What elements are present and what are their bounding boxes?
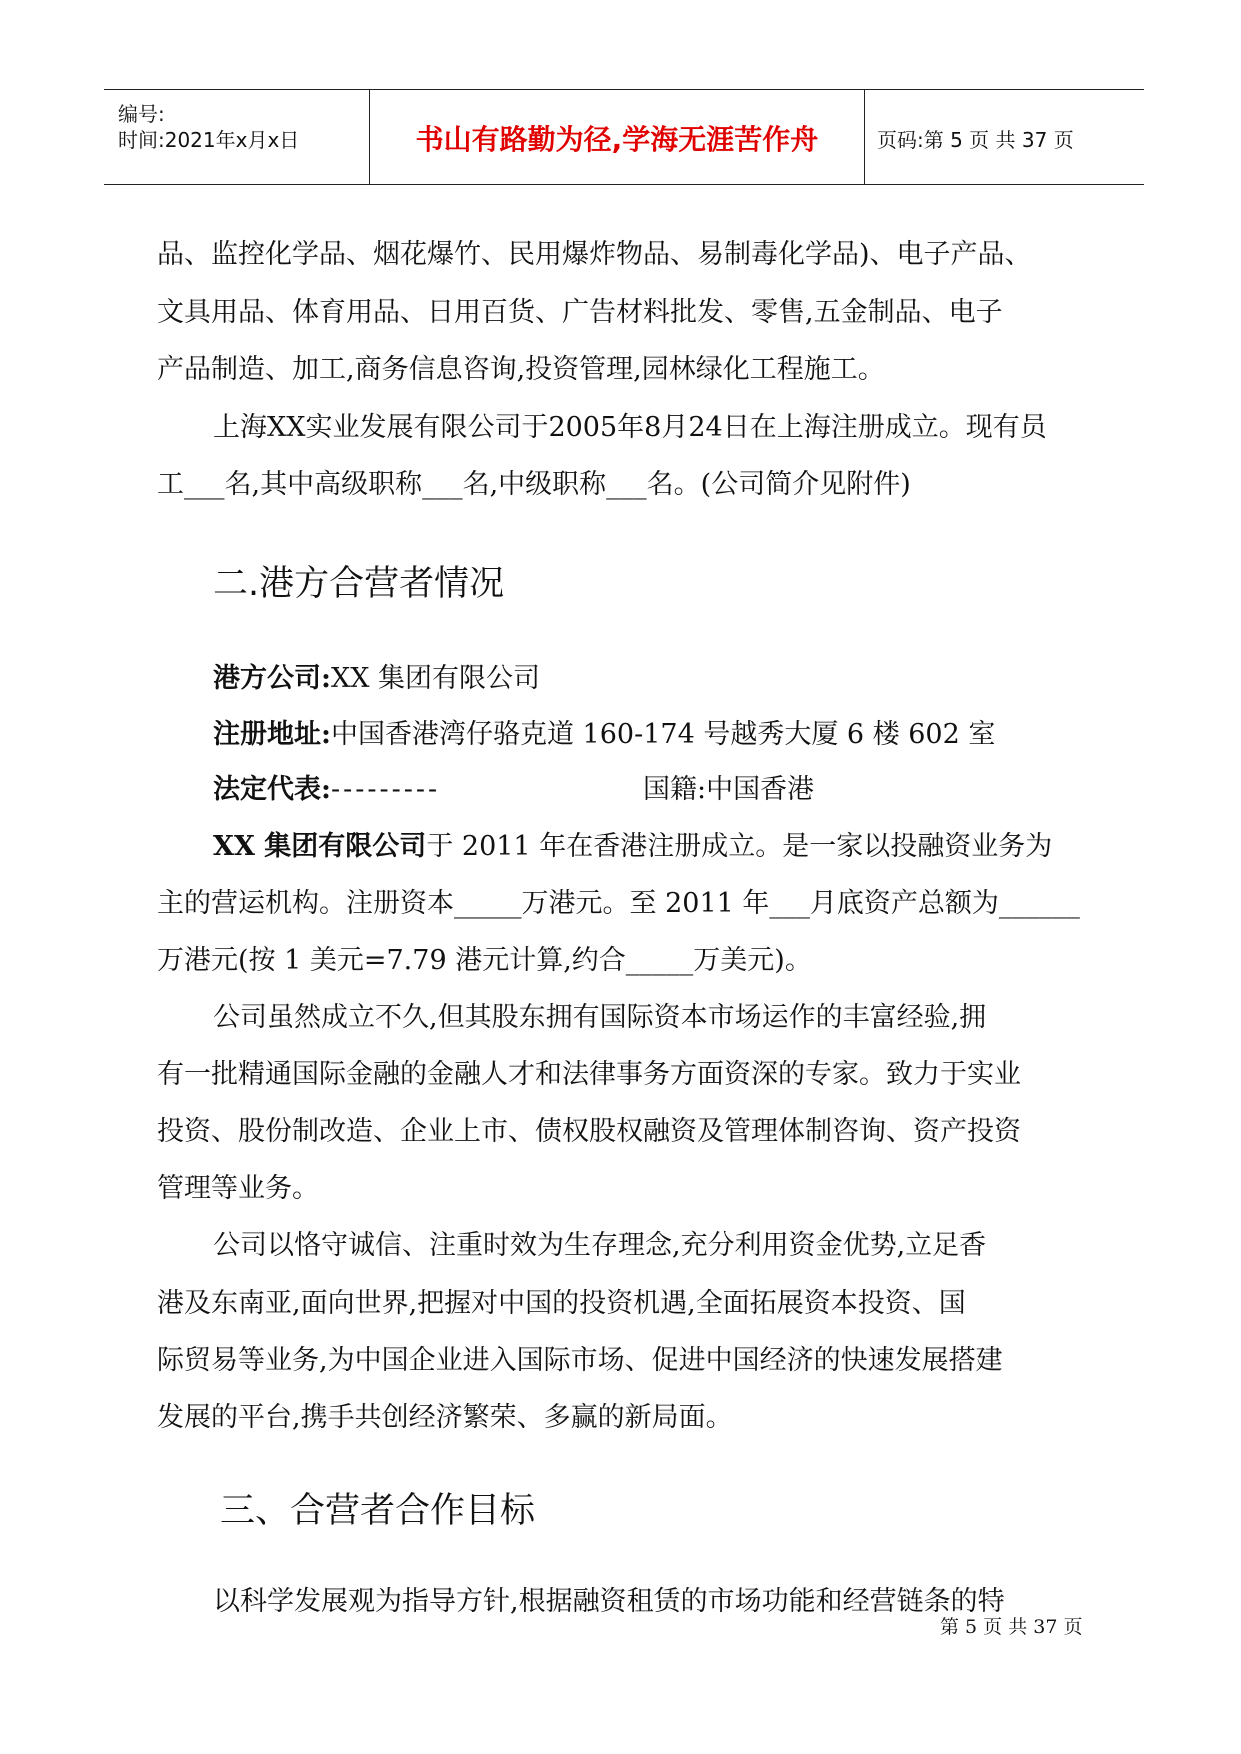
body-line: 公司以恪守诚信、注重时效为生存理念,充分利用资金优势,立足香 (213, 1230, 987, 1261)
body-line: 际贸易等业务,为中国企业进入国际市场、促进中国经济的快速发展搭建 (157, 1345, 1003, 1376)
body-line: 主的营运机构。注册资本_____万港元。至 2011 年___月底资产总额为______ (157, 888, 1080, 919)
section-heading: 三、合营者合作目标 (220, 1491, 536, 1531)
body-line: 港及东南亚,面向世界,把握对中国的投资机遇,全面拓展资本投资、国 (157, 1288, 966, 1319)
field-value: --------- (330, 774, 441, 805)
body-line: 投资、股份制改造、企业上市、债权股权融资及管理体制咨询、资产投资 (157, 1116, 1021, 1147)
field-value: 中国香港湾仔骆克道 160-174 号越秀大厦 6 楼 602 室 (330, 719, 996, 750)
body-line: 品、监控化学品、烟花爆竹、民用爆炸物品、易制毒化学品)、电子产品、 (157, 239, 1032, 270)
body-line: 公司虽然成立不久,但其股东拥有国际资本市场运作的丰富经验,拥 (213, 1002, 987, 1033)
body-line: 上海XX实业发展有限公司于2005年8月24日在上海注册成立。现有员 (213, 412, 1047, 443)
field-label: 注册地址: (213, 719, 331, 750)
body-line: 产品制造、加工,商务信息咨询,投资管理,园林绿化工程施工。 (157, 354, 885, 385)
header-right-cell (865, 90, 1144, 184)
body-line: 文具用品、体育用品、日用百货、广告材料批发、零售,五金制品、电子 (157, 297, 1003, 328)
hk-company-row (213, 656, 540, 695)
field-label: 港方公司: (213, 663, 331, 694)
field-value: XX 集团有限公司 (330, 663, 540, 694)
company-name-bold: XX 集团有限公司 (213, 831, 427, 862)
legal-representative-row (213, 767, 440, 806)
body-line: 万港元(按 1 美元=7.79 港元计算,约合_____万美元)。 (157, 945, 812, 976)
body-line: 工___名,其中高级职称___名,中级职称___名。(公司简介见附件) (157, 469, 911, 500)
nationality-field: 国籍:中国香港 (643, 774, 815, 805)
body-text: 于 2011 年在香港注册成立。是一家以投融资业务为 (426, 831, 1053, 862)
header-left-cell (104, 90, 370, 184)
header-middle-cell (370, 90, 865, 184)
registered-address-row (213, 712, 995, 751)
section-heading: 二.港方合营者情况 (213, 564, 505, 604)
header-table (104, 89, 1144, 185)
body-line: 管理等业务。 (157, 1173, 319, 1204)
header-slogan: 书山有路勤为径,学海无涯苦作舟 (415, 123, 819, 156)
page-footer: 第 5 页 共 37 页 (940, 1616, 1083, 1638)
body-line (213, 824, 1052, 863)
header-page-label: 页码:第 5 页 共 37 页 (877, 128, 1074, 152)
body-line: 以科学发展观为指导方针,根据融资租赁的市场功能和经营链条的特 (213, 1586, 1005, 1617)
body-line: 发展的平台,携手共创经济繁荣、多赢的新局面。 (157, 1402, 733, 1433)
field-label: 法定代表: (213, 774, 331, 805)
document-time-label: 时间:2021年x月x日 (118, 128, 300, 152)
document-number-label: 编号: (118, 102, 165, 126)
body-line: 有一批精通国际金融的金融人才和法律事务方面资深的专家。致力于实业 (157, 1059, 1021, 1090)
